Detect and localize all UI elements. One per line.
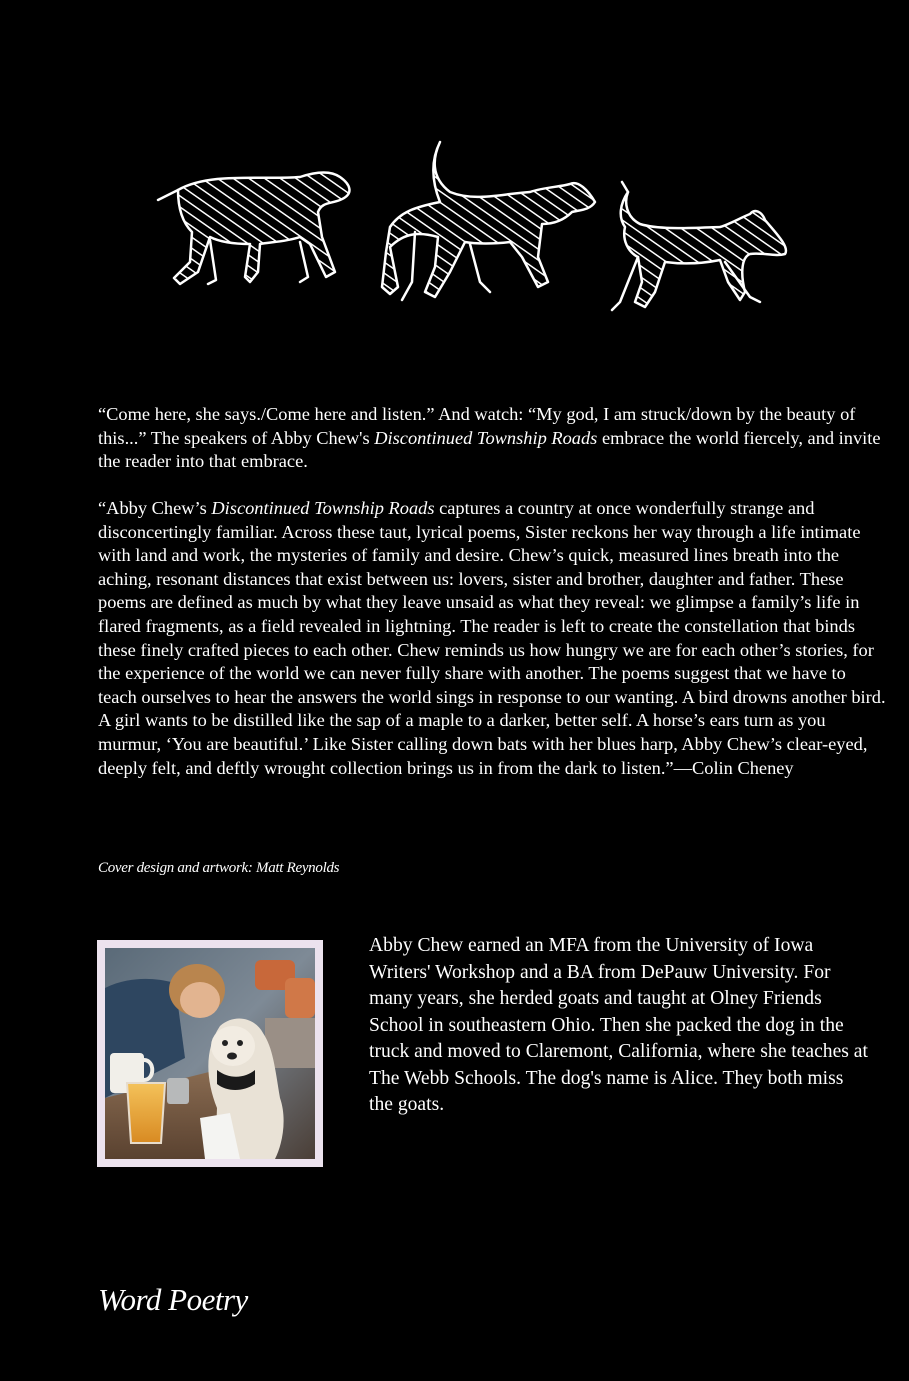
book-title-italic: Discontinued Township Roads (374, 427, 598, 448)
author-photo-frame (97, 940, 323, 1167)
author-bio: Abby Chew earned an MFA from the University of Iowa Writers' Workshop and a BA from DePauw University. For many years, she herded goats and taught at Olney Friends School in southeastern Ohio. Then she packed the dog in the truck and moved to Claremont, California, where she teaches at The Webb Schools. The dog's name is Alice. They both miss the goats. (369, 935, 868, 1115)
blurb-text-start: “Come here, she says./Come here and listen.” And watch: “My god, I am struck/down by the beauty of this...” The speakers of Abby Chew's (98, 404, 856, 448)
publisher-name: Word Poetry (98, 1282, 248, 1317)
dog-3-drawing (612, 182, 786, 310)
cover-credit: Cover design and artwork: Matt Reynolds (98, 860, 340, 876)
author-photo (105, 948, 315, 1159)
chalk-dogs-artwork (150, 132, 800, 332)
book-description (98, 403, 888, 474)
endorsement-quote (98, 497, 888, 780)
quote-text-start: “Abby Chew’s (98, 498, 212, 518)
dog-2-drawing (382, 142, 595, 300)
blurb-text-end: embrace the world fiercely, and invite the reader into that embrace. (98, 427, 881, 472)
quote-text-end: captures a country at once wonderfully strange and disconcertingly familiar. Across these taut, lyrical poems, Sister reckons her way through a life intimate with land and work, the mysteries of family and desire. Chew’s quick, measured lines breath into the aching, resonant distances that exist between us: lovers, sister and brother, daughter and father. These poems are defined as much by what they leave unsaid as what they reveal: we glimpse a family’s life in flared fragments, as a field revealed in lightning. The reader is left to create the constellation that binds these finely crafted pieces to each other. Chew reminds us how hungry we are for each other’s stories, for the experience of the world we can never fully share with another. The poems suggest that we have to teach ourselves to hear the answers the world sings in response to our wanting. A bird drowns another bird. A girl wants to be distilled like the sap of a maple to a darker, better self. A horse’s ears turn as you murmur, ‘You are beautiful.’ Like Sister calling down bats with her blues harp, Abby Chew’s clear-eyed, deeply felt, and deftly wrought collection brings us in from the dark to listen.”—Colin Cheney (98, 498, 886, 778)
dog-1-drawing (158, 172, 349, 284)
book-title-italic: Discontinued Township Roads (211, 498, 435, 518)
